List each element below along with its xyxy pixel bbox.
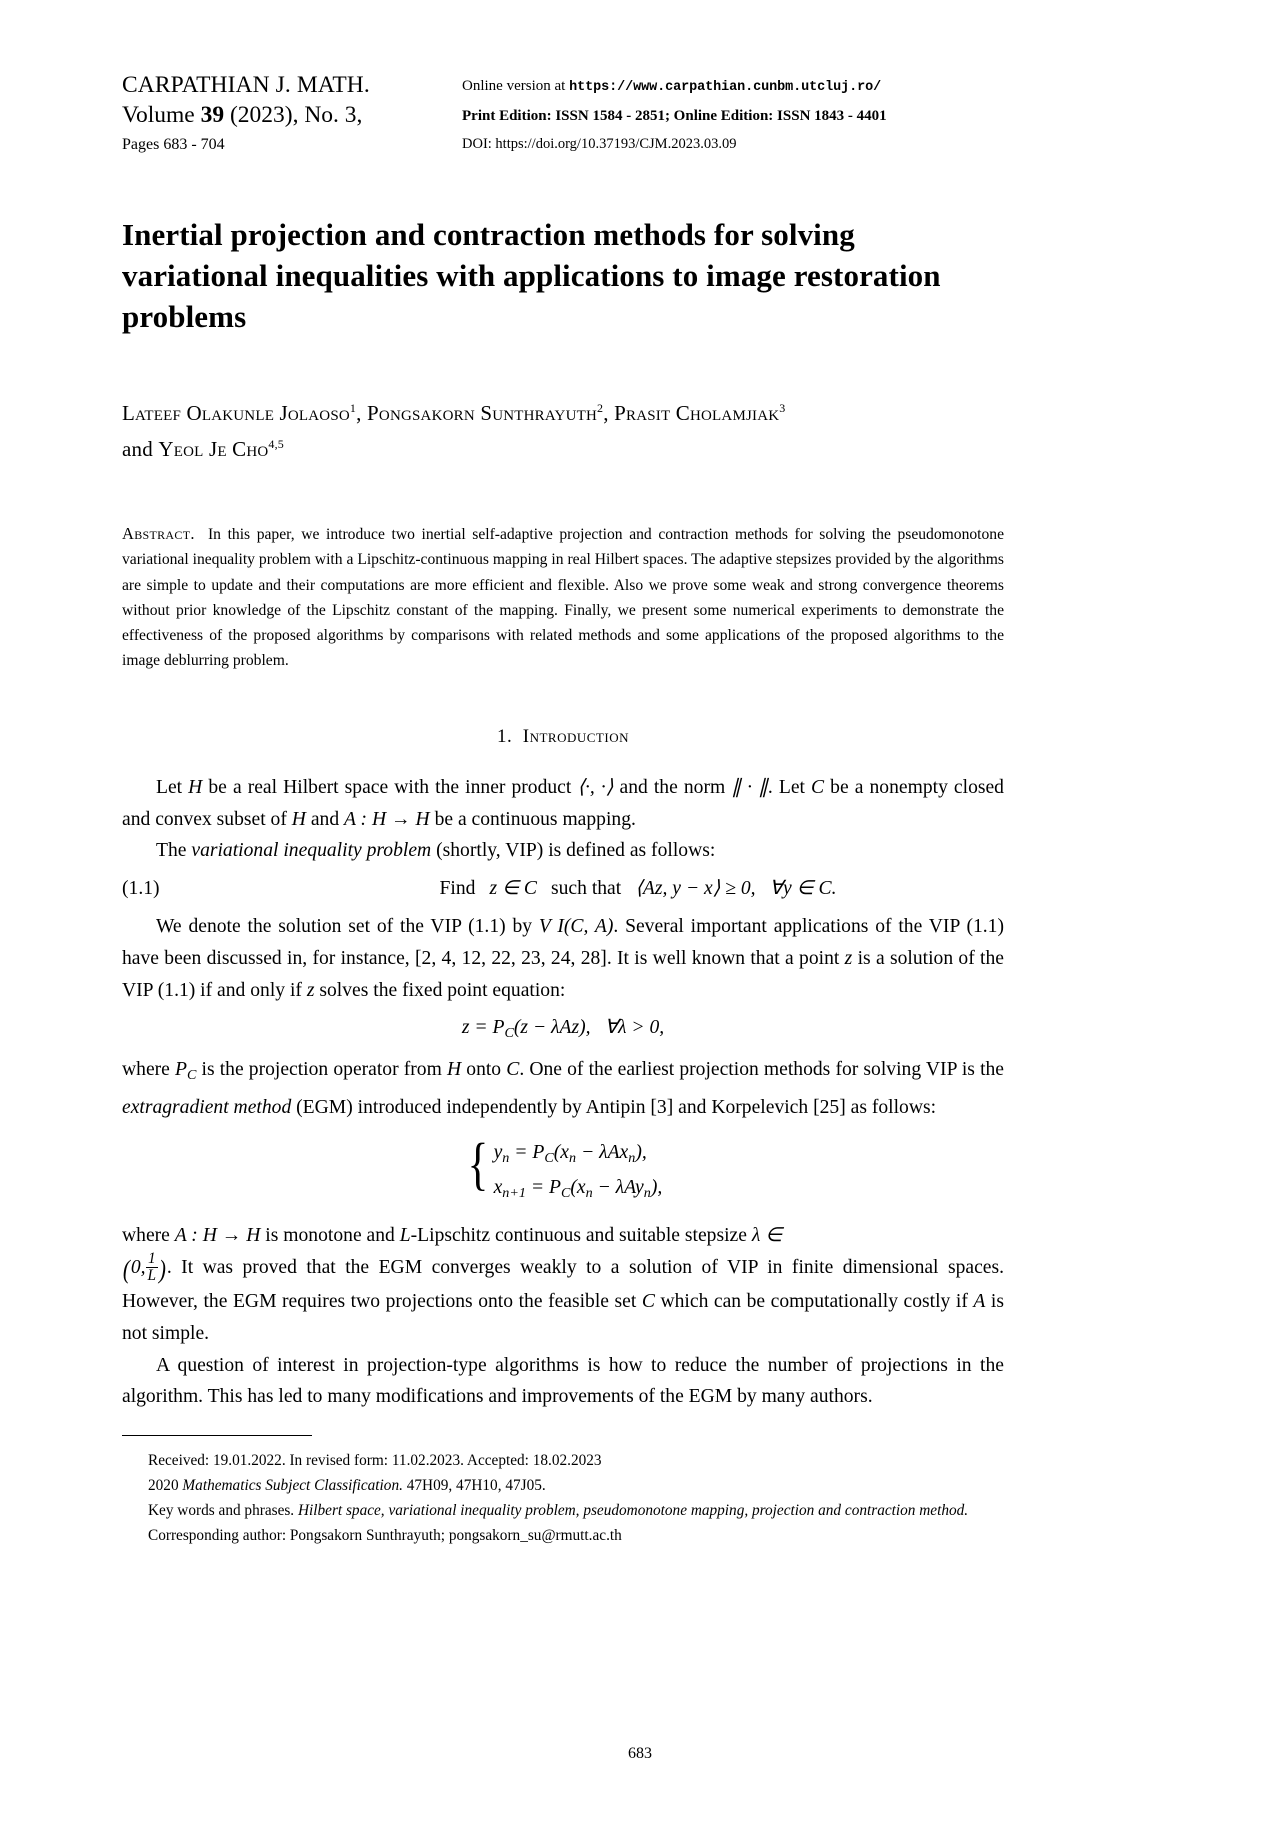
author-3-affiliation: 3 [779, 401, 786, 415]
math-projection-operator: P [175, 1059, 187, 1081]
section-name: Introduction [522, 725, 629, 747]
math-interval-close: ) [158, 1254, 166, 1285]
math-H-3: H [446, 1059, 462, 1081]
volume-prefix: Volume [122, 102, 201, 128]
eq11-find: Find [439, 878, 476, 900]
math-H-2: H [291, 808, 306, 830]
math-C-1: C [811, 776, 825, 798]
author-2-affiliation: 2 [597, 401, 604, 415]
term-extragradient-method: extragradient method [122, 1096, 292, 1118]
journal-name: CARPATHIAN J. MATH. [122, 72, 370, 98]
equation-1-1 [122, 873, 1004, 905]
math-interval-open: ( [122, 1254, 130, 1285]
math-H-1: H [188, 776, 203, 798]
egm2-rhs-sub: C [560, 1184, 571, 1201]
p3-seg-a: We denote the solution set of the VIP (1.1) by [156, 915, 539, 937]
abstract-label: Abstract. [122, 524, 195, 543]
paragraph-2 [122, 835, 1004, 867]
eq11-such-that: such that [551, 878, 622, 900]
eq11-domain: z ∈ C [489, 878, 537, 900]
online-version-url[interactable]: https://www.carpathian.cunbm.utcluj.ro/ [569, 80, 882, 95]
egm-line-2 [494, 1173, 663, 1208]
eq-fixed-rest: (z − λAz), [513, 1017, 591, 1039]
egm-cases [464, 1130, 663, 1208]
p5-seg-c: -Lipschitz continuous and suitable stepsize [410, 1224, 752, 1246]
author-4: Yeol Je Cho [158, 437, 269, 461]
paragraph-4 [122, 1054, 1004, 1124]
footnotes [122, 1448, 1004, 1548]
egm2-tail2: − λAy [592, 1176, 644, 1198]
p2-seg-b: (shortly, VIP) is defined as follows: [431, 840, 716, 862]
paragraph-6: A question of interest in projection-type algorithms is how to reduce the number of projections in the algorithm. This has led to many modifications and improvements of the EGM by many authors. [122, 1354, 1004, 1408]
math-A-map-2: A : H → H [174, 1224, 261, 1246]
p5-seg-d: . It was proved that the EGM converges weakly to a solution of VIP in finite dimensional spaces. However, the EGM requires two projections onto the feasible set [122, 1257, 1004, 1312]
egm1-lhs: y [493, 1141, 503, 1163]
egm2-tail-sub: n [585, 1184, 593, 1201]
paragraph-1 [122, 772, 1004, 836]
math-inner-product: ⟨·, ·⟩ [577, 776, 614, 798]
equation-1-1-body [272, 873, 1004, 905]
masthead-left [122, 70, 462, 158]
author-1-affiliation: 1 [349, 401, 357, 415]
author-1: Lateef Olakunle Jolaoso [122, 401, 350, 425]
online-version-line [462, 72, 1004, 102]
paragraph-3 [122, 911, 1004, 1006]
left-brace-glyph: { [467, 1130, 489, 1196]
volume-suffix: (2023), No. 3, [224, 102, 363, 128]
egm2-tail2-sub: n [643, 1184, 651, 1201]
p1-seg-g: be a continuous mapping. [429, 808, 636, 830]
p1-seg-f: and [305, 808, 345, 830]
footnote-keywords [122, 1498, 1004, 1523]
math-interval-zero: 0, [130, 1257, 146, 1279]
online-version-label: Online version at [462, 78, 570, 94]
egm1-lhs-sub: n [502, 1149, 510, 1166]
page-content [122, 70, 1004, 1548]
fraction-denominator: L [147, 1267, 157, 1285]
egm-line-1 [494, 1138, 663, 1173]
footnote-separator [122, 1435, 312, 1436]
section-heading-introduction [122, 726, 1004, 748]
egm1-tail2-sub: n [628, 1149, 636, 1166]
section-number: 1. [497, 725, 513, 747]
paragraph-5 [122, 1220, 1004, 1350]
term-variational-inequality-problem: variational inequality problem [191, 840, 432, 862]
egm-lines [494, 1138, 663, 1208]
math-A-2: A [973, 1291, 986, 1312]
authors-conjunction: and [122, 437, 159, 461]
page-number: 683 [628, 1745, 652, 1762]
issn-line: Print Edition: ISSN 1584 - 2851; Online Edition: ISSN 1843 - 4401 [462, 108, 887, 124]
doi-line[interactable]: DOI: https://doi.org/10.37193/CJM.2023.03.09 [462, 136, 737, 152]
p1-seg-d: . Let [767, 776, 812, 798]
equation-1-1-tag: (1.1) [122, 878, 160, 900]
keywords-text: Hilbert space, variational inequality problem, pseudomonotone mapping, projection and contraction method. [297, 1502, 969, 1520]
math-norm: ∥ · ∥ [731, 776, 768, 798]
math-z-2: z [306, 979, 315, 1001]
egm1-tail-sub: n [569, 1149, 577, 1166]
math-z-1: z [844, 947, 853, 969]
equation-egm-system [122, 1130, 1004, 1208]
volume-number: 39 [200, 102, 225, 128]
eq-fixed-lhs: z = P [461, 1017, 505, 1039]
p4-seg-a: where [122, 1059, 175, 1081]
math-projection-operator-sub: C [186, 1067, 197, 1084]
journal-volume-line [122, 100, 462, 130]
equation-fixed-point [122, 1012, 1004, 1050]
egm1-rhs: = P [509, 1141, 545, 1163]
p4-seg-b: is the projection operator from [196, 1059, 447, 1081]
body-text [122, 772, 1004, 1413]
masthead-right [462, 70, 1004, 158]
egm2-end: ), [650, 1176, 663, 1198]
page-title: Inertial projection and contraction methods for solving variational inequalities with applications to image restoration problems [122, 217, 941, 334]
math-lambda-in: λ ∈ [751, 1224, 783, 1246]
author-3: Prasit Cholamjiak [614, 401, 780, 425]
journal-pages: Pages 683 - 704 [122, 136, 225, 153]
footnote-received: Received: 19.01.2022. In revised form: 11.02.2023. Accepted: 18.02.2023 [148, 1452, 602, 1470]
p4-seg-d: . One of the earliest projection methods for solving VIP is the [519, 1059, 1005, 1081]
footnote-corresponding: Corresponding author: Pongsakorn Sunthrayuth; pongsakorn_su@rmutt.ac.th [148, 1527, 622, 1545]
p1-seg-c: and the norm [613, 776, 732, 798]
p2-seg-a: The [156, 840, 192, 862]
author-2: Pongsakorn Sunthrayuth [367, 401, 597, 425]
abstract [122, 521, 1004, 674]
masthead [122, 70, 1004, 158]
egm1-tail2: − λAx [576, 1141, 629, 1163]
author-list: Lateef Olakunle Jolaoso$^1$, Pongsakorn Sunthrayuth$^2$, Prasit Cholamjiak$^3$ and Yeol Je Cho$^{4,5}$ [122, 401, 786, 461]
eq-fixed-sub: C [504, 1025, 514, 1042]
egm2-rhs: = P [525, 1176, 561, 1198]
author-4-affiliation: 4,5 [268, 437, 285, 451]
p4-seg-c: onto [461, 1059, 507, 1081]
msc-label: Mathematics Subject Classification. [182, 1477, 403, 1495]
p5-seg-f: is not simple. [122, 1291, 1004, 1344]
egm2-tail: (x [570, 1176, 586, 1198]
p1-seg-e: be a nonempty closed and convex subset of [122, 776, 1004, 830]
egm2-lhs-sub: n+1 [502, 1184, 526, 1201]
abstract-text: In this paper, we introduce two inertial self-adaptive projection and contraction methods for solving the pseudomonotone variational inequality problem with a Lipschitz-continuous mapping in real Hilbert spaces. The adaptive stepsizes provided by the algorithms are simple to update and their computations are more efficient and flexible. Also we prove some weak and strong convergence theorems without prior knowledge of the Lipschitz constant of the mapping. Finally, we present some numerical experiments to demonstrate the effectiveness of the proposed algorithms by comparisons with related methods and some applications of the proposed algorithms to the image deblurring problem. [122, 526, 1005, 670]
math-C-2: C [506, 1059, 520, 1081]
egm1-rhs-sub: C [544, 1149, 554, 1166]
math-L: L [399, 1224, 411, 1246]
eq-fixed-forall: ∀λ > 0, [604, 1017, 665, 1039]
math-A-map: A : H → H [344, 808, 430, 830]
msc-codes: 47H09, 47H10, 47J05. [402, 1477, 546, 1495]
footnote-msc [122, 1473, 1004, 1498]
keywords-label: Key words and phrases. [148, 1502, 298, 1520]
p3-seg-c: is a solution of the VIP (1.1) if and only if [122, 947, 1004, 1001]
p3-seg-d: solves the fixed point equation: [314, 979, 566, 1001]
p1-seg-b: be a real Hilbert space with the inner product [202, 776, 578, 798]
msc-year: 2020 [148, 1477, 183, 1495]
math-VI-set: V I(C, A) [538, 915, 614, 937]
math-C-3: C [641, 1291, 655, 1312]
egm1-tail: (x [553, 1141, 570, 1163]
eq11-inequality: ⟨Az, y − x⟩ ≥ 0, [635, 878, 756, 900]
p3-seg-b: . Several important applications of the VIP (1.1) have been discussed in, for instance, [2, 4, 12, 22, 23, 24, 28]. It is well known that a point [122, 915, 1004, 969]
p5-seg-a: where [122, 1224, 175, 1246]
fraction-numerator: 1 [146, 1251, 159, 1268]
p5-seg-b: is monotone and [260, 1224, 400, 1246]
eq11-forall: ∀y ∈ C. [769, 878, 837, 900]
egm1-end: ), [635, 1141, 647, 1163]
p5-seg-e: which can be computationally costly if [654, 1291, 974, 1312]
p4-seg-e: (EGM) introduced independently by Antipin [3] and Korpelevich [25] as follows: [291, 1096, 937, 1118]
egm2-lhs: x [493, 1176, 503, 1198]
p1-seg-a: Let [156, 776, 189, 798]
math-fraction-one-over-L [146, 1251, 159, 1284]
